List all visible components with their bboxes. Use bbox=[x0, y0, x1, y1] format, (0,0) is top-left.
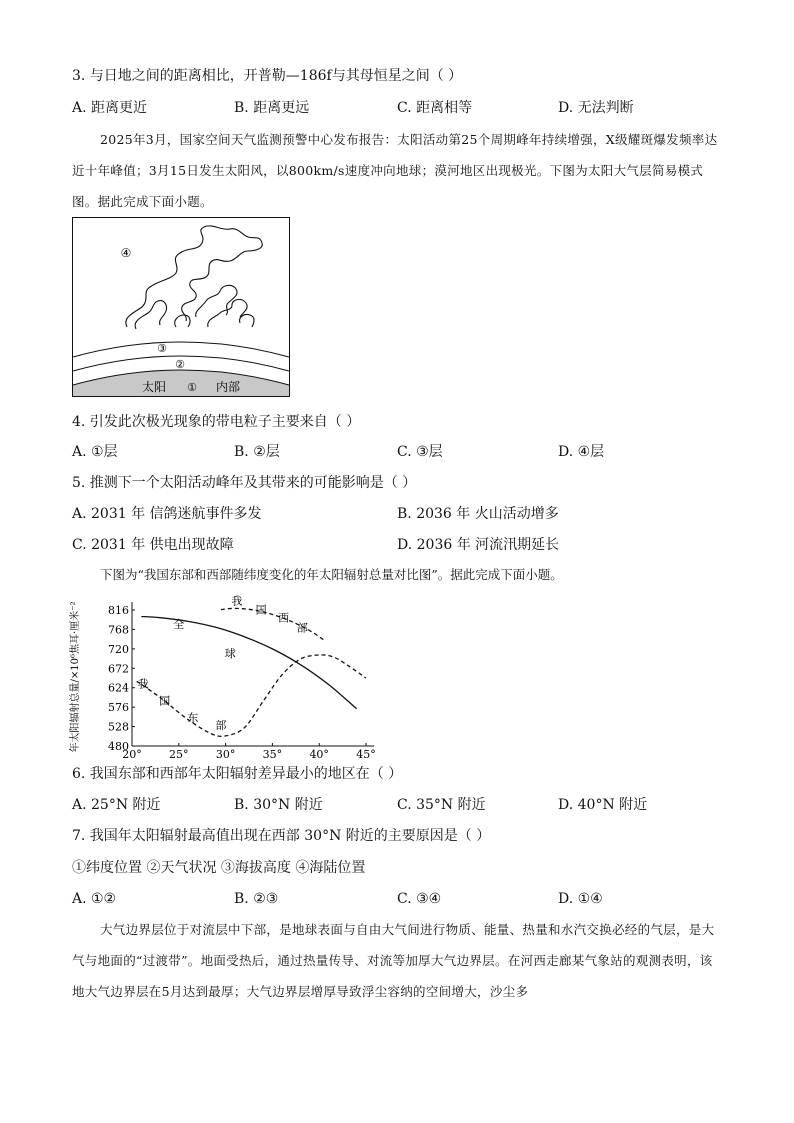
passage-boundary-layer: 大气边界层位于对流层中下部，是地球表面与自由大气间进行物质、能量、热量和水汽交换必经的气层，是大气与地面的“过渡带”。地面受热后，通过热量传导、对流等加厚大气边界层。在河西走廊某气象站的观测表明，该地大气边界层在5月达到最厚；大气边界层增厚导致浮尘容纳的空间增大，沙尘多 bbox=[72, 922, 715, 999]
label-sun: 太阳 bbox=[141, 380, 167, 394]
q3-option-d: D. 无法判断 bbox=[558, 100, 634, 116]
y-tick-label: 720 bbox=[108, 642, 129, 656]
q4-option-c: C. ③层 bbox=[397, 444, 443, 460]
y-axis-label: 年太阳辐射总量/×10⁶焦耳·厘米⁻² bbox=[70, 601, 81, 753]
y-tick-label: 816 bbox=[108, 604, 129, 617]
q7-option-a: A. ①② bbox=[72, 891, 117, 907]
q5-option-c: C. 2031 年 供电出现故障 bbox=[72, 537, 234, 553]
q3-stem: 3. 与日地之间的距离相比，开普勒—186f与其母恒星之间（ ） bbox=[72, 68, 463, 84]
q4-option-a: A. ①层 bbox=[72, 444, 118, 460]
solar-radiation-chart bbox=[66, 592, 382, 758]
west-curve-label: 西 bbox=[278, 611, 290, 625]
y-tick-label: 672 bbox=[108, 662, 129, 676]
q6-stem: 6. 我国东部和西部年太阳辐射差异最小的地区在（ ） bbox=[72, 766, 403, 782]
y-tick-label: 768 bbox=[108, 623, 129, 637]
east-curve-label: 东 bbox=[187, 711, 199, 725]
x-tick-label: 30° bbox=[215, 748, 236, 758]
q3-option-c: C. 距离相等 bbox=[397, 100, 473, 116]
label-layer-3: ③ bbox=[157, 342, 167, 355]
label-interior: 内部 bbox=[215, 380, 241, 394]
passage-solar-activity: 2025年3月，国家空间天气监测预警中心发布报告：太阳活动第25个周期峰年持续增强，X级耀斑爆发频率达近十年峰值；3月15日发生太阳风，以800km/s速度冲向地球；漠河地区出现极光。下图为太阳大气层简易模式图。据此完成下面小题。 bbox=[72, 132, 718, 209]
series-line-east bbox=[137, 655, 366, 737]
chart-intro: 下图为“我国东部和西部随纬度变化的年太阳辐射总量对比图”。据此完成下面小题。 bbox=[100, 567, 563, 582]
series-line-west bbox=[221, 608, 324, 640]
x-tick-label: 35° bbox=[262, 748, 283, 758]
q6-option-a: A. 25°N 附近 bbox=[72, 797, 161, 813]
east-curve-label: 国 bbox=[159, 694, 171, 708]
east-curve-label: 部 bbox=[215, 719, 227, 732]
global-curve-label: 球 bbox=[224, 646, 236, 660]
q7-option-c: C. ③④ bbox=[397, 891, 442, 907]
global-curve-label: 全 bbox=[173, 617, 185, 631]
q6-option-d: D. 40°N 附近 bbox=[558, 797, 648, 813]
q4-option-b: B. ②层 bbox=[234, 444, 280, 460]
q7-option-d: D. ①④ bbox=[558, 891, 603, 907]
label-layer-2: ② bbox=[175, 358, 185, 371]
x-tick-label: 40° bbox=[309, 748, 329, 758]
label-layer-1: ① bbox=[187, 381, 197, 394]
sun-atmosphere-figure bbox=[72, 217, 290, 397]
x-tick-label: 25° bbox=[169, 748, 189, 758]
y-tick-label: 480 bbox=[108, 740, 129, 753]
label-layer-4: ④ bbox=[120, 246, 132, 260]
x-tick-label: 45° bbox=[356, 748, 376, 758]
west-curve-label: 我 bbox=[231, 594, 243, 608]
y-tick-label: 576 bbox=[108, 701, 129, 715]
q7-option-b: B. ②③ bbox=[234, 891, 279, 907]
q5-option-a: A. 2031 年 信鸽迷航事件多发 bbox=[72, 506, 262, 522]
y-tick-label: 624 bbox=[108, 681, 129, 695]
q7-factors: ①纬度位置 ②天气状况 ③海拔高度 ④海陆位置 bbox=[72, 860, 366, 876]
q4-option-d: D. ④层 bbox=[558, 444, 605, 460]
q5-option-b: B. 2036 年 火山活动增多 bbox=[397, 506, 559, 522]
chart-axes bbox=[132, 602, 374, 746]
east-curve-label: 我 bbox=[137, 677, 149, 691]
x-tick-label: 20° bbox=[122, 748, 142, 758]
q3-option-a: A. 距离更近 bbox=[72, 100, 148, 116]
y-tick-label: 528 bbox=[108, 720, 129, 734]
west-curve-label: 部 bbox=[296, 621, 308, 635]
q4-stem: 4. 引发此次极光现象的带电粒子主要来自（ ） bbox=[72, 414, 361, 430]
q5-option-d: D. 2036 年 河流汛期延长 bbox=[397, 537, 560, 553]
q6-option-c: C. 35°N 附近 bbox=[397, 797, 486, 813]
q3-option-b: B. 距离更远 bbox=[234, 100, 310, 116]
q5-stem: 5. 推测下一个太阳活动峰年及其带来的可能影响是（ ） bbox=[72, 475, 417, 491]
q7-stem: 7. 我国年太阳辐射最高值出现在西部 30°N 附近的主要原因是（ ） bbox=[72, 828, 491, 844]
q6-option-b: B. 30°N 附近 bbox=[234, 797, 323, 813]
west-curve-label: 国 bbox=[255, 603, 267, 617]
